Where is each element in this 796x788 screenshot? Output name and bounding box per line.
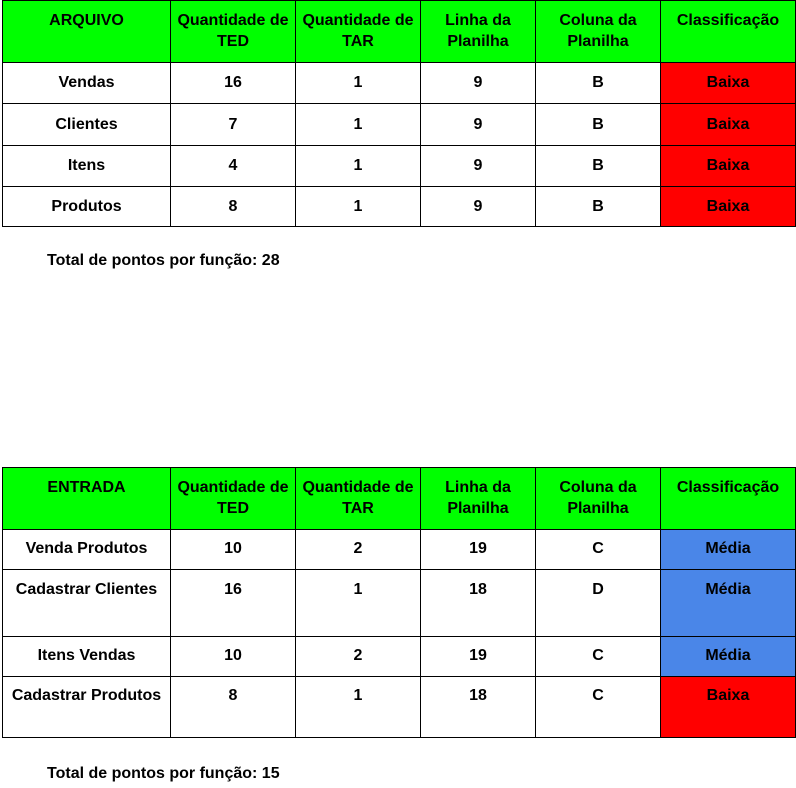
cell-coluna: D [536,570,661,637]
cell-classificacao: Baixa [661,146,796,187]
cell-tar: 2 [296,637,421,677]
row-name: Produtos [3,187,171,227]
header-ted: Quantidade de TED [171,1,296,63]
cell-ted: 16 [171,63,296,104]
header-tar: Quantidade de TAR [296,1,421,63]
cell-linha: 9 [421,104,536,146]
cell-ted: 8 [171,187,296,227]
cell-coluna: B [536,104,661,146]
cell-classificacao: Média [661,637,796,677]
table-row [3,637,796,677]
header-ted: Quantidade de TED [171,468,296,530]
cell-classificacao: Baixa [661,104,796,146]
cell-coluna: B [536,187,661,227]
cell-ted: 4 [171,146,296,187]
cell-ted: 8 [171,677,296,738]
table-row [3,677,796,738]
table-header-row [3,1,796,63]
header-classificacao: Classificação [661,468,796,530]
cell-tar: 1 [296,187,421,227]
header-coluna: Coluna da Planilha [536,468,661,530]
entrada-total: Total de pontos por função: 15 [47,765,280,782]
cell-classificacao: Baixa [661,677,796,738]
table-row [3,187,796,227]
cell-classificacao: Média [661,530,796,570]
cell-linha: 9 [421,63,536,104]
cell-linha: 9 [421,146,536,187]
header-section-title: ARQUIVO [3,1,171,63]
cell-ted: 10 [171,530,296,570]
header-classificacao: Classificação [661,1,796,63]
cell-tar: 2 [296,530,421,570]
cell-coluna: C [536,637,661,677]
header-linha: Linha da Planilha [421,1,536,63]
row-name: Venda Produtos [3,530,171,570]
cell-tar: 1 [296,570,421,637]
cell-linha: 19 [421,530,536,570]
table-row [3,63,796,104]
cell-tar: 1 [296,146,421,187]
cell-tar: 1 [296,677,421,738]
cell-linha: 9 [421,187,536,227]
cell-ted: 10 [171,637,296,677]
header-tar: Quantidade de TAR [296,468,421,530]
entrada-table [2,467,796,738]
cell-classificacao: Média [661,570,796,637]
table-row [3,146,796,187]
cell-coluna: C [536,677,661,738]
row-name: Itens [3,146,171,187]
cell-linha: 18 [421,570,536,637]
cell-coluna: B [536,146,661,187]
cell-ted: 7 [171,104,296,146]
cell-ted: 16 [171,570,296,637]
arquivo-table [2,0,796,227]
cell-linha: 19 [421,637,536,677]
row-name: Cadastrar Clientes [3,570,171,637]
table-row [3,570,796,637]
table-row [3,104,796,146]
header-section-title: ENTRADA [3,468,171,530]
cell-coluna: B [536,63,661,104]
cell-linha: 18 [421,677,536,738]
row-name: Cadastrar Produtos [3,677,171,738]
header-linha: Linha da Planilha [421,468,536,530]
cell-coluna: C [536,530,661,570]
header-coluna: Coluna da Planilha [536,1,661,63]
table-header-row [3,468,796,530]
row-name: Vendas [3,63,171,104]
cell-classificacao: Baixa [661,187,796,227]
cell-tar: 1 [296,104,421,146]
cell-tar: 1 [296,63,421,104]
table-row [3,530,796,570]
row-name: Clientes [3,104,171,146]
cell-classificacao: Baixa [661,63,796,104]
row-name: Itens Vendas [3,637,171,677]
arquivo-total: Total de pontos por função: 28 [47,252,280,269]
